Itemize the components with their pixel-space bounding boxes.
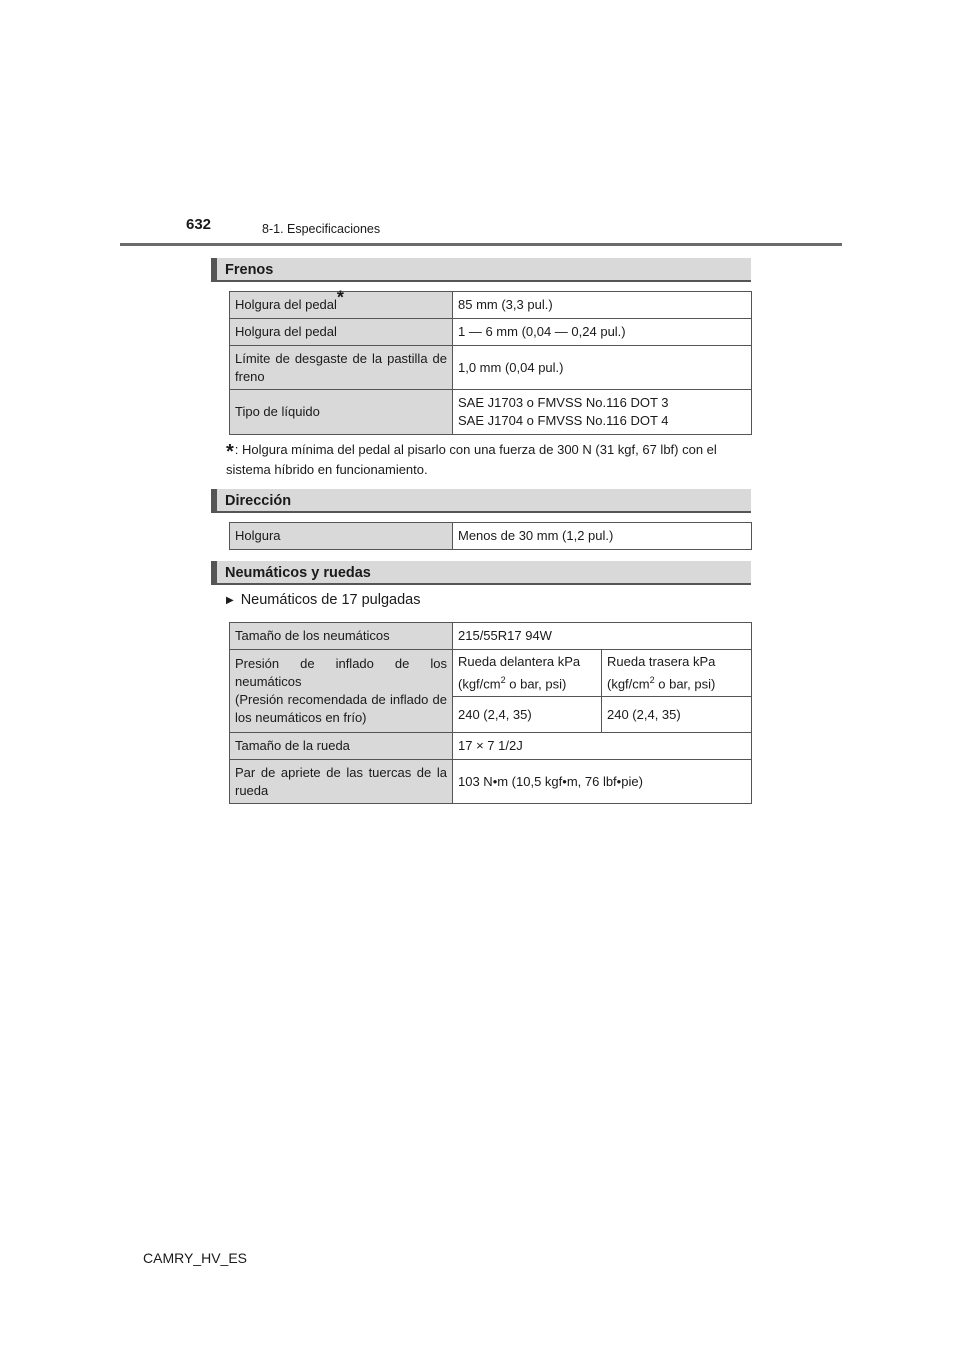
row-label: Límite de desgaste de la pastilla de freno <box>230 346 453 390</box>
section-heading-direccion: Dirección <box>211 489 751 513</box>
triangle-bullet-icon: ▶ <box>226 595 234 606</box>
row-value: 85 mm (3,3 pul.) <box>453 292 752 319</box>
front-wheel-header: Rueda delantera kPa ($kgf/cm^2$ o bar, psi) <box>453 650 602 697</box>
row-label: Tamaño de la rueda <box>230 733 453 760</box>
rear-wheel-header: Rueda trasera kPa ($kgf/cm^2$ o bar, psi) <box>602 650 752 697</box>
row-value: 1,0 mm (0,04 pul.) <box>453 346 752 390</box>
table-row <box>230 760 752 804</box>
footnote-star: * <box>336 287 344 308</box>
table-row <box>230 623 752 650</box>
value-line: SAE J1704 o FMVSS No.116 DOT 4 <box>458 413 669 428</box>
row-label: Tamaño de los neumáticos <box>230 623 453 650</box>
value-line: SAE J1703 o FMVSS No.116 DOT 3 <box>458 395 669 410</box>
footnote-text: : Holgura mínima del pedal al pisarlo con una fuerza de 300 N (31 kgf, 67 lbf) con el sistema híbrido en funcionamiento. <box>226 442 717 477</box>
steering-table <box>229 522 752 550</box>
brakes-table <box>229 287 752 435</box>
front-pressure-value: 240 (2,4, 35) <box>453 697 602 733</box>
section-heading-frenos: Frenos <box>211 258 751 282</box>
row-label: Presión de inflado de los neumáticos (Presión recomendada de inflado de los neumáticos en frío) <box>230 650 453 733</box>
row-label: Holgura del pedal <box>230 319 453 346</box>
table-row <box>230 292 752 319</box>
page-number: 632 <box>186 216 212 233</box>
row-label: Par de apriete de las tuercas de la rueda <box>230 760 453 804</box>
tires-table <box>229 622 752 804</box>
row-value: 103 N•m (10,5 kgf•m, 76 lbf•pie) <box>453 760 752 804</box>
header-rule <box>120 243 842 246</box>
subsection-bullet: ▶ Neumáticos de 17 pulgadas <box>226 592 421 608</box>
row-value <box>453 390 752 435</box>
row-value: Menos de 30 mm (1,2 pul.) <box>453 523 752 550</box>
rear-pressure-value: 240 (2,4, 35) <box>602 697 752 733</box>
table-row <box>230 390 752 435</box>
footnote-marker: * <box>226 441 234 463</box>
section-title: 8-1. Especificaciones <box>262 222 381 236</box>
row-value: 1 — 6 mm (0,04 — 0,24 pul.) <box>453 319 752 346</box>
row-value: 17 × 7 1/2J <box>453 733 752 760</box>
table-row <box>230 650 752 697</box>
footnote <box>226 441 751 479</box>
row-label: Holgura del pedal* <box>230 292 453 319</box>
row-label: Tipo de líquido <box>230 390 453 435</box>
section-heading-neumaticos: Neumáticos y ruedas <box>211 561 751 585</box>
table-row <box>230 523 752 550</box>
row-value: 215/55R17 94W <box>453 623 752 650</box>
document-code: CAMRY_HV_ES <box>143 1250 248 1266</box>
table-row <box>230 733 752 760</box>
row-label: Holgura <box>230 523 453 550</box>
table-row <box>230 319 752 346</box>
table-row <box>230 346 752 390</box>
